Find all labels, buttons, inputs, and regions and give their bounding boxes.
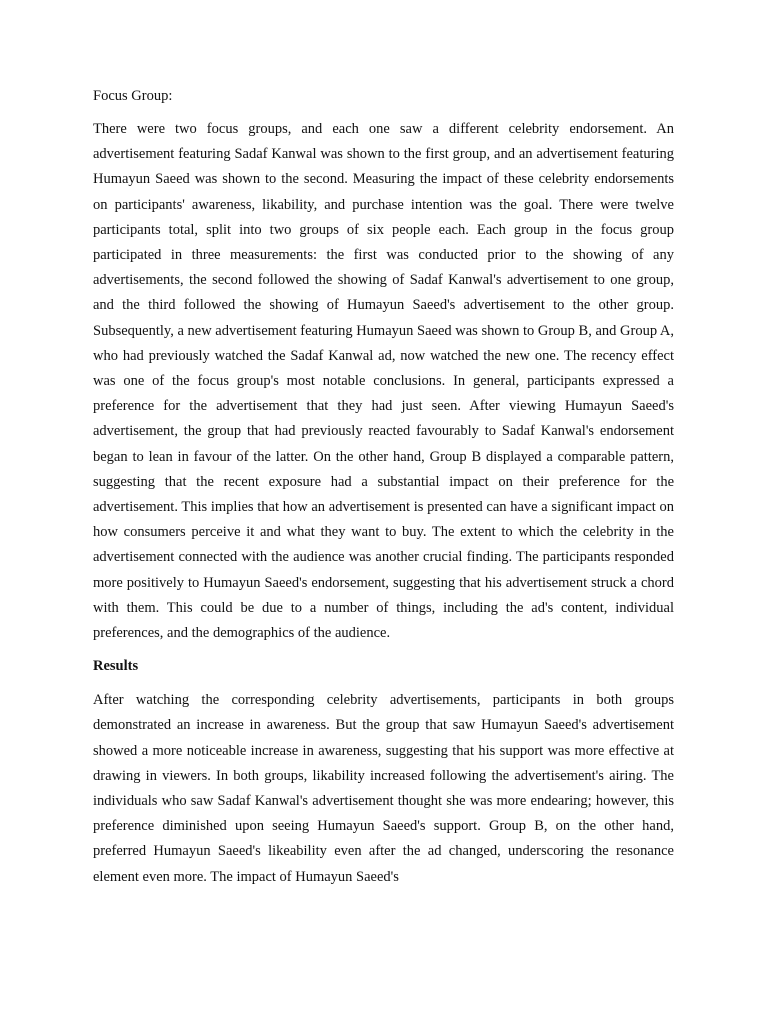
- document-body: [93, 84, 674, 890]
- paragraph-focus-group: There were two focus groups, and each one saw a different celebrity endorsement. An advertisement featuring Sadaf Kanwal was shown to the first group, and an advertisement featuring Humayun Saeed was shown to the second. Measuring the impact of these celebrity endorsements on participants' awareness, likability, and purchase intention was the goal. There were twelve participants total, split into two groups of six people each. Each group in the focus group participated in three measurements: the first was conducted prior to the showing of any advertisements, the second followed the showing of Sadaf Kanwal's advertisement to one group, and the third followed the showing of Humayun Saeed's advertisement to the other group. Subsequently, a new advertisement featuring Humayun Saeed was shown to Group B, and Group A, who had previously watched the Sadaf Kanwal ad, now watched the new one. The recency effect was one of the focus group's most notable conclusions. In general, participants expressed a preference for the advertisement that they had just seen. After viewing Humayun Saeed's advertisement, the group that had previously reacted favourably to Sadaf Kanwal's endorsement began to lean in favour of the latter. On the other hand, Group B displayed a comparable pattern, suggesting that the recent exposure had a substantial impact on their preference for the advertisement. This implies that how an advertisement is presented can have a significant impact on how consumers perceive it and what they want to buy. The extent to which the celebrity in the advertisement connected with the audience was another crucial finding. The participants responded more positively to Humayun Saeed's endorsement, suggesting that his advertisement struck a chord with them. This could be due to a number of things, including the ad's content, individual preferences, and the demographics of the audience.: [93, 121, 674, 642]
- section-heading-focus-group: Focus Group:: [93, 88, 173, 104]
- section-heading-results: Results: [93, 658, 139, 675]
- paragraph-results: After watching the corresponding celebrity advertisements, participants in both groups demonstrated an increase in awareness. But the group that saw Humayun Saeed's advertisement showed a more noticeable increase in awareness, suggesting that his support was more effective at drawing in viewers. In both groups, likability increased following the advertisement's airing. The individuals who saw Sadaf Kanwal's advertisement thought she was more endearing; however, this preference diminished upon seeing Humayun Saeed's support. Group B, on the other hand, preferred Humayun Saeed's likeability even after the ad changed, underscoring the resonance element even more. The impact of Humayun Saeed's: [93, 692, 674, 885]
